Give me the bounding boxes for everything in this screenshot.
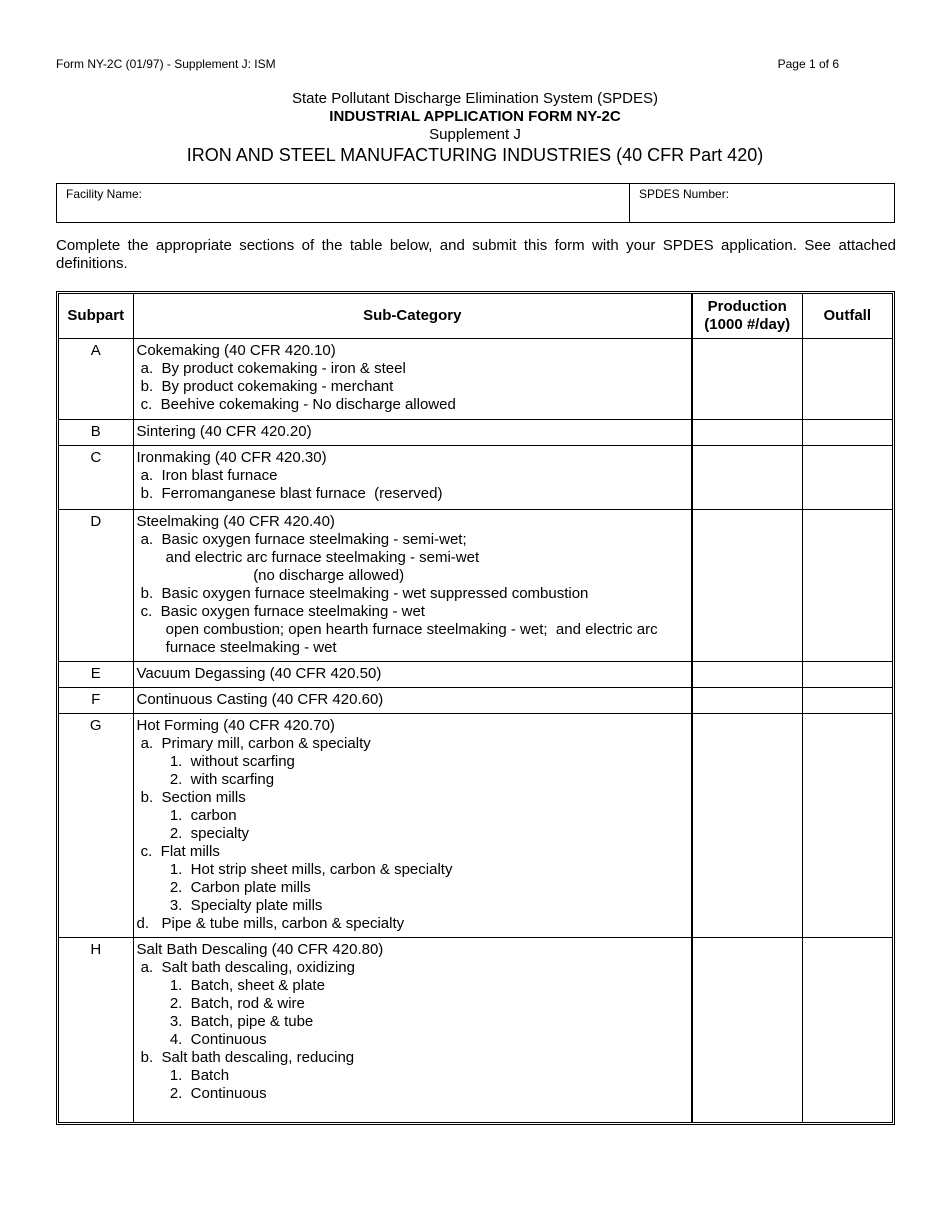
subpart-letter: G <box>59 713 133 937</box>
sub-category-cell <box>133 445 692 509</box>
sub-category-cell <box>133 938 692 1122</box>
form-id: Form NY-2C (01/97) - Supplement J: ISM <box>56 57 276 71</box>
sub-category-item: a. Salt bath descaling, oxidizing <box>136 959 355 977</box>
facility-name-label: Facility Name: <box>66 187 143 201</box>
subpart-letter: E <box>59 661 133 687</box>
sub-category-item: 1. Hot strip sheet mills, carbon & specialty <box>136 860 453 878</box>
sub-category-title: Sintering (40 CFR 420.20) <box>136 422 312 440</box>
production-input-cell[interactable] <box>692 938 802 1122</box>
sub-category-cell <box>133 338 692 419</box>
outfall-input-cell[interactable] <box>802 661 892 687</box>
sub-category-item: b. By product cokemaking - merchant <box>136 377 394 395</box>
sub-category-cell <box>133 509 692 661</box>
sub-category-item: 1. carbon <box>136 806 237 824</box>
table-row <box>59 661 892 687</box>
sub-category-cell <box>133 419 692 445</box>
sub-category-title: Steelmaking (40 CFR 420.40) <box>136 512 335 530</box>
sub-category-cell <box>133 687 692 713</box>
subpart-letter: D <box>59 509 133 661</box>
sub-category-title: Cokemaking (40 CFR 420.10) <box>136 341 336 359</box>
sub-category-title: Continuous Casting (40 CFR 420.60) <box>136 690 384 708</box>
title-block <box>0 90 950 166</box>
table-row <box>59 938 892 1122</box>
table-row <box>59 445 892 509</box>
sub-category-title: Vacuum Degassing (40 CFR 420.50) <box>136 664 382 682</box>
outfall-input-cell[interactable] <box>802 713 892 937</box>
outfall-input-cell[interactable] <box>802 509 892 661</box>
subpart-letter: B <box>59 419 133 445</box>
sub-category-item: 2. specialty <box>136 824 250 842</box>
sub-category-item: c. Flat mills <box>136 842 220 860</box>
subpart-letter: F <box>59 687 133 713</box>
sub-category-item: c. Basic oxygen furnace steelmaking - wet <box>136 602 425 620</box>
spdes-number-field[interactable] <box>630 184 894 222</box>
subcategory-table <box>56 291 895 1125</box>
page-number: Page 1 of 6 <box>777 57 839 71</box>
instructions: Complete the appropriate sections of the table below, and submit this form with your SPDES application. See attached definitions. <box>56 237 896 272</box>
header-production-units: (1000 #/day) <box>704 315 791 333</box>
outfall-input-cell[interactable] <box>802 419 892 445</box>
production-input-cell[interactable] <box>692 338 802 419</box>
sub-category-item: b. Salt bath descaling, reducing <box>136 1049 355 1067</box>
header-subpart: Subpart <box>59 294 133 338</box>
header-production <box>692 294 802 338</box>
title-program: State Pollutant Discharge Elimination System (SPDES) <box>292 90 658 107</box>
sub-category-item: open combustion; open hearth furnace steelmaking - wet; and electric arc <box>136 620 658 638</box>
sub-category-title: Hot Forming (40 CFR 420.70) <box>136 716 335 734</box>
outfall-input-cell[interactable] <box>802 938 892 1122</box>
sub-category-item: 2. Continuous <box>136 1085 267 1103</box>
sub-category-item: 2. Batch, rod & wire <box>136 995 305 1013</box>
sub-category-cell <box>133 661 692 687</box>
sub-category-item: and electric arc furnace steelmaking - semi-wet <box>136 548 480 566</box>
sub-category-item: c. Beehive cokemaking - No discharge allowed <box>136 395 456 413</box>
title-supplement: Supplement J <box>429 126 521 143</box>
production-input-cell[interactable] <box>692 509 802 661</box>
subpart-letter: C <box>59 445 133 509</box>
production-input-cell[interactable] <box>692 445 802 509</box>
sub-category-item: 1. Batch <box>136 1067 230 1085</box>
table-row <box>59 687 892 713</box>
sub-category-item: 3. Specialty plate mills <box>136 896 323 914</box>
outfall-input-cell[interactable] <box>802 445 892 509</box>
sub-category-item: b. Ferromanganese blast furnace (reserved) <box>136 484 443 502</box>
header-production-label: Production <box>707 297 787 315</box>
table-row <box>59 338 892 419</box>
sub-category-item: 1. Batch, sheet & plate <box>136 977 325 995</box>
sub-category-item: 3. Batch, pipe & tube <box>136 1013 314 1031</box>
sub-category-item: 4. Continuous <box>136 1031 267 1049</box>
title-form: INDUSTRIAL APPLICATION FORM NY-2C <box>329 108 621 125</box>
sub-category-item: a. By product cokemaking - iron & steel <box>136 359 406 377</box>
sub-category-item: a. Primary mill, carbon & specialty <box>136 734 371 752</box>
subpart-letter: A <box>59 338 133 419</box>
sub-category-item: b. Basic oxygen furnace steelmaking - wet suppressed combustion <box>136 584 589 602</box>
sub-category-item: b. Section mills <box>136 788 246 806</box>
sub-category-item: d. Pipe & tube mills, carbon & specialty <box>136 914 405 932</box>
header-sub-category: Sub-Category <box>133 294 692 338</box>
sub-category-item: a. Iron blast furnace <box>136 466 278 484</box>
facility-name-field[interactable] <box>57 184 630 222</box>
sub-category-item: 2. with scarfing <box>136 770 275 788</box>
table-row <box>59 419 892 445</box>
production-input-cell[interactable] <box>692 419 802 445</box>
spdes-number-label: SPDES Number: <box>639 187 730 201</box>
production-input-cell[interactable] <box>692 661 802 687</box>
title-industry: IRON AND STEEL MANUFACTURING INDUSTRIES (40 CFR Part 420) <box>186 145 764 165</box>
subpart-letter: H <box>59 938 133 1122</box>
sub-category-item: 2. Carbon plate mills <box>136 878 311 896</box>
table-row <box>59 713 892 937</box>
sub-category-cell <box>133 713 692 937</box>
sub-category-item: a. Basic oxygen furnace steelmaking - semi-wet; <box>136 530 467 548</box>
header-outfall: Outfall <box>802 294 892 338</box>
sub-category-item: 1. without scarfing <box>136 752 295 770</box>
production-input-cell[interactable] <box>692 713 802 937</box>
outfall-input-cell[interactable] <box>802 338 892 419</box>
production-input-cell[interactable] <box>692 687 802 713</box>
sub-category-item: furnace steelmaking - wet <box>136 638 337 656</box>
sub-category-item: (no discharge allowed) <box>136 566 405 584</box>
facility-info-box <box>56 183 895 223</box>
sub-category-title: Ironmaking (40 CFR 420.30) <box>136 448 327 466</box>
outfall-input-cell[interactable] <box>802 687 892 713</box>
table-row <box>59 509 892 661</box>
sub-category-title: Salt Bath Descaling (40 CFR 420.80) <box>136 941 384 959</box>
